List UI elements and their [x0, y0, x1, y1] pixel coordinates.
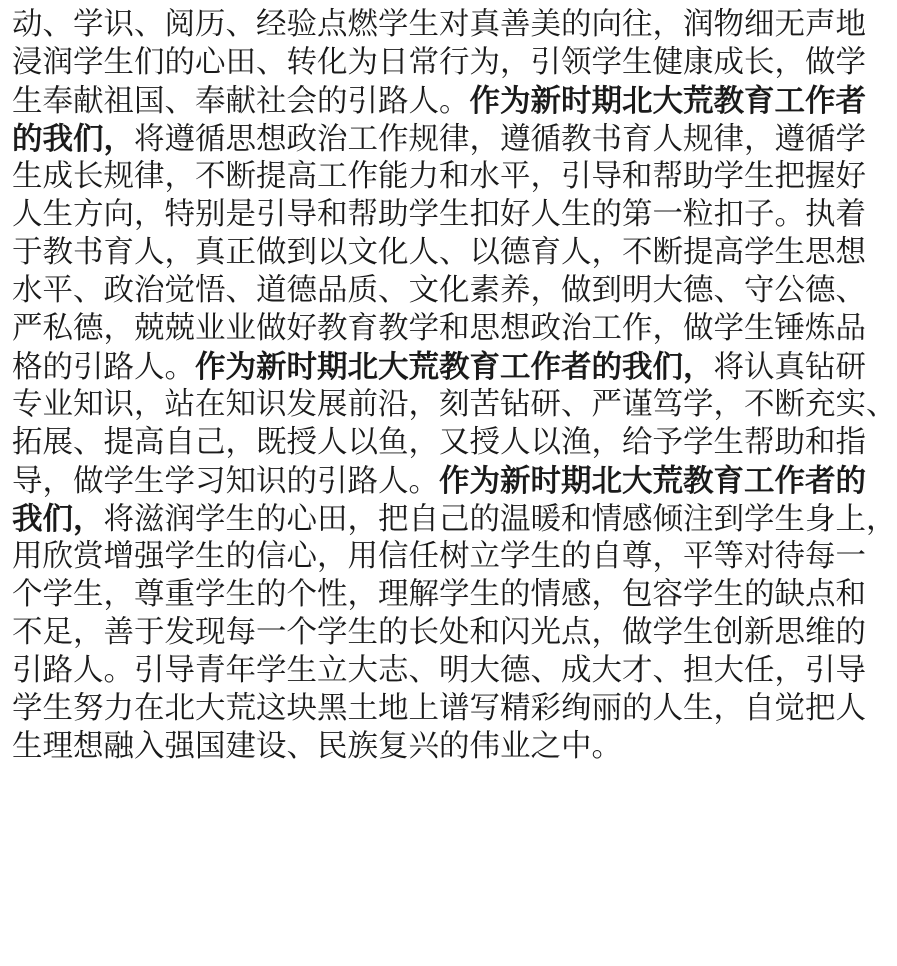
- text-segment: 严私德，兢兢业业做好教育教学和思想政治工作，做学生锤炼品: [12, 311, 866, 346]
- text-segment: 生奉献祖国、奉献社会的引路人。: [12, 84, 470, 119]
- text-segment: 用欣赏增强学生的信心，用信任树立学生的自尊，平等对待每一: [12, 539, 866, 574]
- text-line: [12, 310, 866, 348]
- text-line: [12, 614, 866, 652]
- text-segment: 水平、政治觉悟、道德品质、文化素养，做到明大德、守公德、: [12, 273, 866, 308]
- bold-text-segment: 作为新时期北大荒教育工作者: [469, 83, 866, 119]
- text-line: [12, 690, 866, 728]
- text-line: [12, 462, 866, 500]
- bold-text-segment: 的我们，: [12, 121, 134, 157]
- text-segment: 将认真钻研: [713, 350, 866, 385]
- document-body: [12, 6, 897, 766]
- text-line: [12, 44, 866, 82]
- text-line: [12, 576, 866, 614]
- text-segment: 导，做学生学习知识的引路人。: [12, 464, 439, 499]
- text-segment: 格的引路人。: [12, 350, 195, 385]
- text-segment: 专业知识，站在知识发展前沿，刻苦钻研、严谨笃学，不断充实、: [12, 387, 897, 422]
- text-line: [12, 500, 897, 538]
- text-segment: 拓展、提高自己，既授人以鱼，又授人以渔，给予学生帮助和指: [12, 425, 866, 460]
- text-line: [12, 728, 832, 766]
- text-segment: 将滋润学生的心田，把自己的温暖和情感倾注到学生身上，: [103, 502, 897, 537]
- text-line: [12, 234, 866, 272]
- text-line: [12, 6, 866, 44]
- text-segment: 不足，善于发现每一个学生的长处和闪光点，做学生创新思维的: [12, 615, 866, 650]
- text-segment: 人生方向，特别是引导和帮助学生扣好人生的第一粒扣子。执着: [12, 197, 866, 232]
- text-segment: 动、学识、阅历、经验点燃学生对真善美的向往，润物细无声地: [12, 7, 866, 42]
- text-segment: 学生努力在北大荒这块黑土地上谱写精彩绚丽的人生，自觉把人: [12, 691, 866, 726]
- bold-text-segment: 作为新时期北大荒教育工作者的我们，: [195, 349, 714, 385]
- text-line: [12, 424, 866, 462]
- text-line: [12, 120, 866, 158]
- text-line: [12, 82, 866, 120]
- text-segment: 个学生，尊重学生的个性，理解学生的情感，包容学生的缺点和: [12, 577, 866, 612]
- text-line: [12, 538, 866, 576]
- text-line: [12, 348, 866, 386]
- text-segment: 将遵循思想政治工作规律，遵循教书育人规律，遵循学: [134, 122, 866, 157]
- bold-text-segment: 作为新时期北大荒教育工作者的: [439, 463, 866, 499]
- text-line: [12, 386, 897, 424]
- text-segment: 生理想融入强国建设、民族复兴的伟业之中。: [12, 729, 622, 764]
- text-line: [12, 652, 866, 690]
- text-segment: 浸润学生们的心田、转化为日常行为，引领学生健康成长，做学: [12, 45, 866, 80]
- text-line: [12, 272, 866, 310]
- text-line: [12, 158, 866, 196]
- text-line: [12, 196, 866, 234]
- text-segment: 引路人。引导青年学生立大志、明大德、成大才、担大任，引导: [12, 653, 866, 688]
- bold-text-segment: 我们，: [12, 501, 104, 537]
- text-segment: 于教书育人，真正做到以文化人、以德育人，不断提高学生思想: [12, 235, 866, 270]
- text-segment: 生成长规律，不断提高工作能力和水平，引导和帮助学生把握好: [12, 159, 866, 194]
